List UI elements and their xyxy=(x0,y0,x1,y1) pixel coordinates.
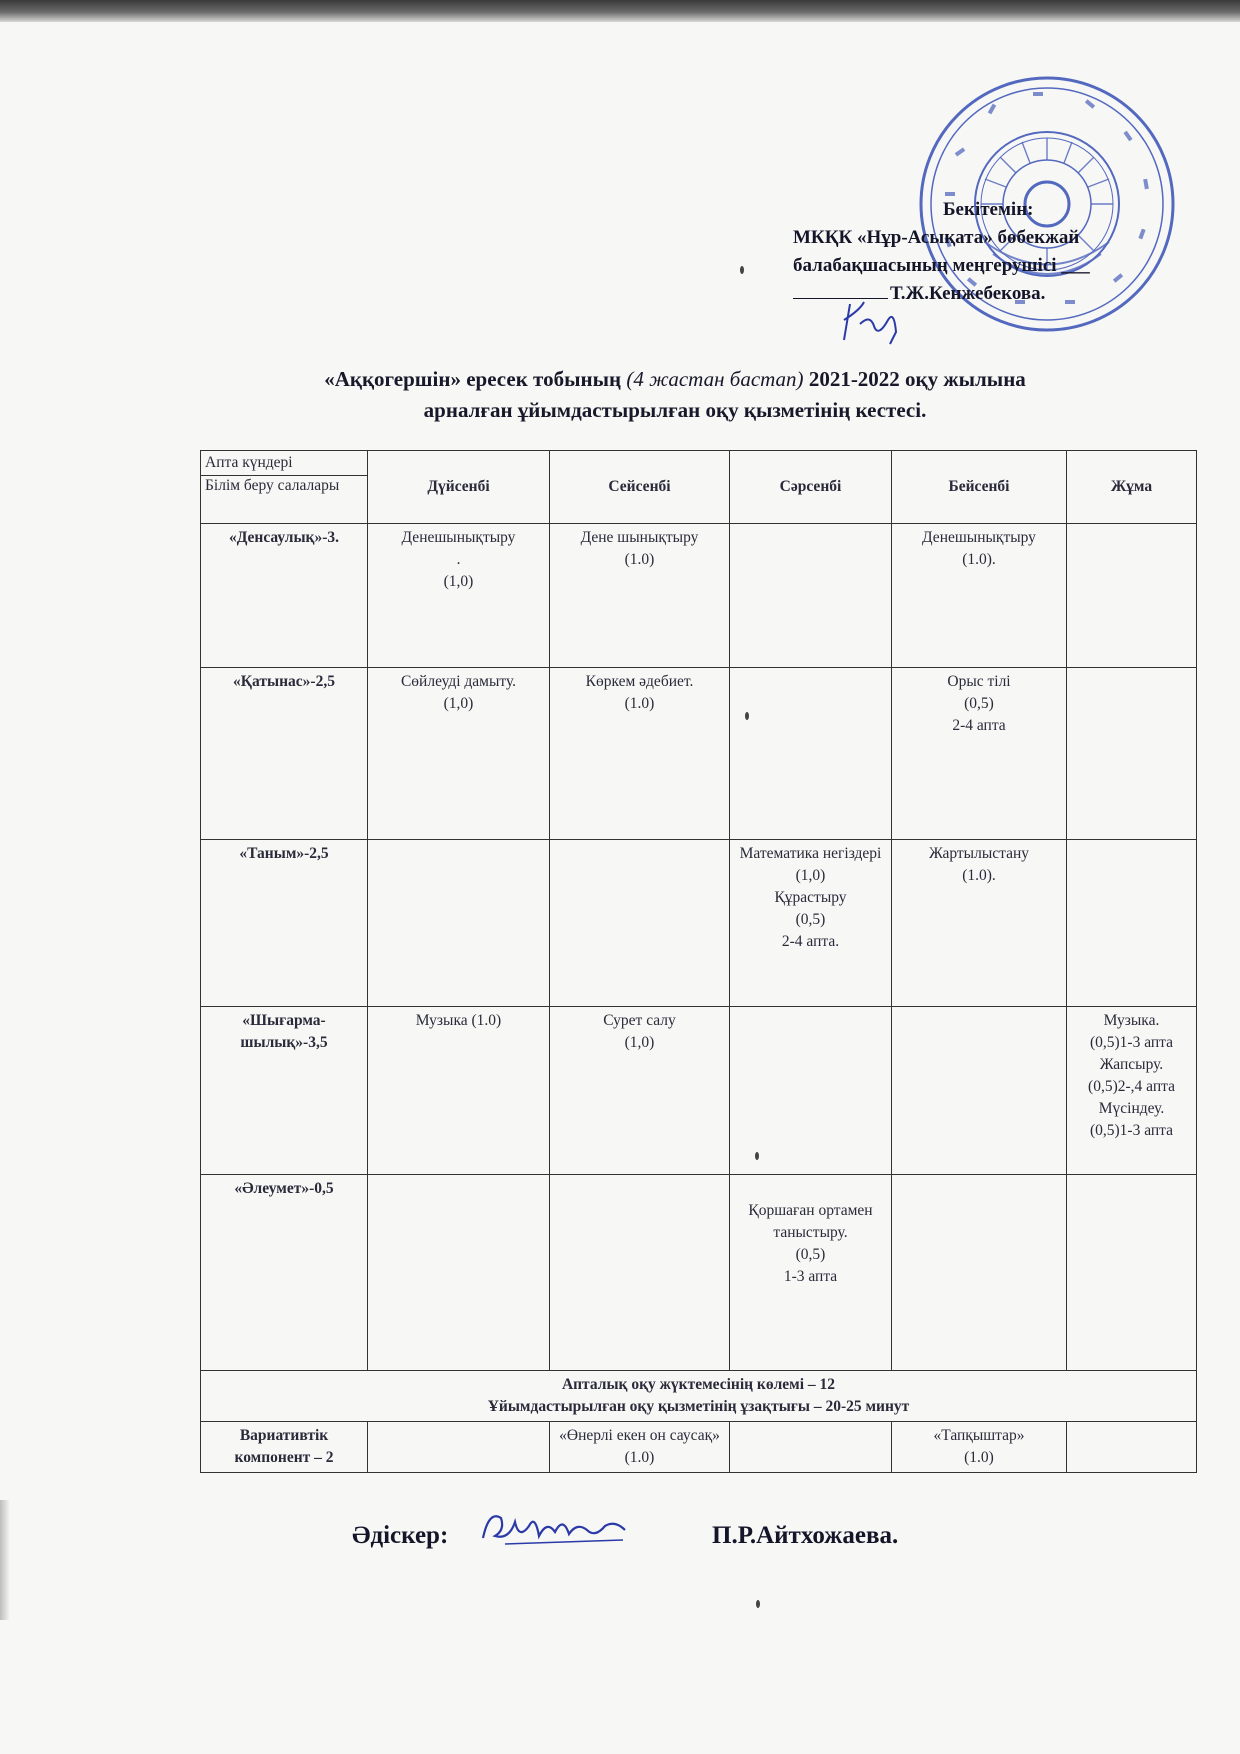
schedule-cell xyxy=(892,1175,1067,1371)
variative-cell: «Тапқыштар» (1.0) xyxy=(892,1422,1067,1473)
header-corner-cell xyxy=(201,451,368,524)
schedule-cell xyxy=(730,1007,892,1175)
table-header-row xyxy=(201,451,1197,524)
schedule-cell: Көркем әдебиет. (1.0) xyxy=(550,668,730,840)
corner-areas-label: Білім беру салалары xyxy=(205,477,340,494)
schedule-cell xyxy=(1067,524,1197,668)
weekly-load: Апталық оқу жүктемесінің көлемі – 12 xyxy=(561,1376,836,1393)
schedule-cell: Сурет салу (1,0) xyxy=(550,1007,730,1175)
schedule-cell xyxy=(730,524,892,668)
schedule-cell: Дене шынықтыру (1.0) xyxy=(550,524,730,668)
header-day: Сейсенбі xyxy=(550,451,730,524)
methodologist-label: Әдіскер: xyxy=(352,1522,449,1549)
table-row xyxy=(201,1175,1197,1371)
schedule-cell: Орыс тілі (0,5) 2-4 апта xyxy=(892,668,1067,840)
schedule-cell: Сөйлеуді дамыту. (1,0) xyxy=(368,668,550,840)
schedule-table xyxy=(200,450,1197,1473)
speck xyxy=(755,1152,759,1160)
variative-cell xyxy=(368,1422,550,1473)
approval-position: балабақшасының меңгерушісі ___ xyxy=(793,255,1090,276)
document-title xyxy=(200,364,1150,426)
schedule-cell: Музыка. (0,5)1-3 апта Жапсыру. (0,5)2-,4 апта Мүсіндеу. (0,5)1-3 апта xyxy=(1067,1007,1197,1175)
area-label: «Қатынас»-2,5 xyxy=(201,668,368,840)
activity-duration: Ұйымдастырылған оқу қызметінің ұзақтығы – 20-25 минут xyxy=(487,1398,910,1415)
header-day: Жұма xyxy=(1067,451,1197,524)
schedule-cell xyxy=(550,1175,730,1371)
table-row xyxy=(201,840,1197,1007)
methodologist-name: П.Р.Айтхожаева. xyxy=(712,1522,899,1549)
approval-institution: МКҚК «Нұр-Асықата» бөбекжай xyxy=(793,227,1080,248)
title-line-2: арналған ұйымдастырылған оқу қызметінің кестесі. xyxy=(423,398,927,422)
title-part-1: «Аққогершін» ересек тобының xyxy=(324,367,627,391)
area-label: «Таным»-2,5 xyxy=(201,840,368,1007)
schedule-cell: Денешынықтыру . (1,0) xyxy=(368,524,550,668)
variative-cell: «Өнерлі екен он саусақ» (1.0) xyxy=(550,1422,730,1473)
header-day: Бейсенбі xyxy=(892,451,1067,524)
scan-shadow xyxy=(0,1500,10,1620)
table-row xyxy=(201,1007,1197,1175)
area-label: «Шығарма-шылық»-3,5 xyxy=(201,1007,368,1175)
schedule-cell xyxy=(368,840,550,1007)
methodologist-signature-icon xyxy=(475,1500,635,1550)
variative-label: Вариативтік компонент – 2 xyxy=(201,1422,368,1473)
schedule-cell: Жартылыстану (1.0). xyxy=(892,840,1067,1007)
speck xyxy=(756,1600,760,1608)
schedule-cell xyxy=(1067,1175,1197,1371)
schedule-cell: Денешынықтыру (1.0). xyxy=(892,524,1067,668)
variative-cell xyxy=(1067,1422,1197,1473)
schedule-cell: Математика негіздері (1,0) Құрастыру (0,5) 2-4 апта. xyxy=(730,840,892,1007)
title-part-3: 2021-2022 оқу жылына xyxy=(803,367,1026,391)
approval-heading: Бекітемін: xyxy=(943,199,1034,220)
corner-days-label: Апта күндері xyxy=(201,451,367,476)
schedule-cell: Музыка (1.0) xyxy=(368,1007,550,1175)
approval-block xyxy=(793,196,1213,308)
schedule-cell xyxy=(730,668,892,840)
variative-row xyxy=(201,1422,1197,1473)
schedule-cell xyxy=(892,1007,1067,1175)
title-line-1 xyxy=(200,364,1150,395)
header-day: Сәрсенбі xyxy=(730,451,892,524)
schedule-cell xyxy=(1067,668,1197,840)
table-row xyxy=(201,524,1197,668)
approval-director-name: Т.Ж.Кенжебекова. xyxy=(890,283,1046,304)
schedule-cell xyxy=(368,1175,550,1371)
schedule-cell xyxy=(550,840,730,1007)
scan-edge xyxy=(0,0,1240,22)
table-row xyxy=(201,668,1197,840)
header-day: Дүйсенбі xyxy=(368,451,550,524)
summary-cell xyxy=(201,1371,1197,1422)
schedule-cell xyxy=(1067,840,1197,1007)
area-label: «Әлеумет»-0,5 xyxy=(201,1175,368,1371)
schedule-cell: Қоршаған ортамен таныстыру. (0,5) 1-3 апта xyxy=(730,1175,892,1371)
title-age-note: (4 жастан бастап) xyxy=(626,367,804,391)
area-label: «Денсаулық»-3. xyxy=(201,524,368,668)
director-signature-icon xyxy=(830,296,920,346)
table-summary-row xyxy=(201,1371,1197,1422)
variative-cell xyxy=(730,1422,892,1473)
speck xyxy=(740,266,744,274)
speck xyxy=(745,712,749,720)
